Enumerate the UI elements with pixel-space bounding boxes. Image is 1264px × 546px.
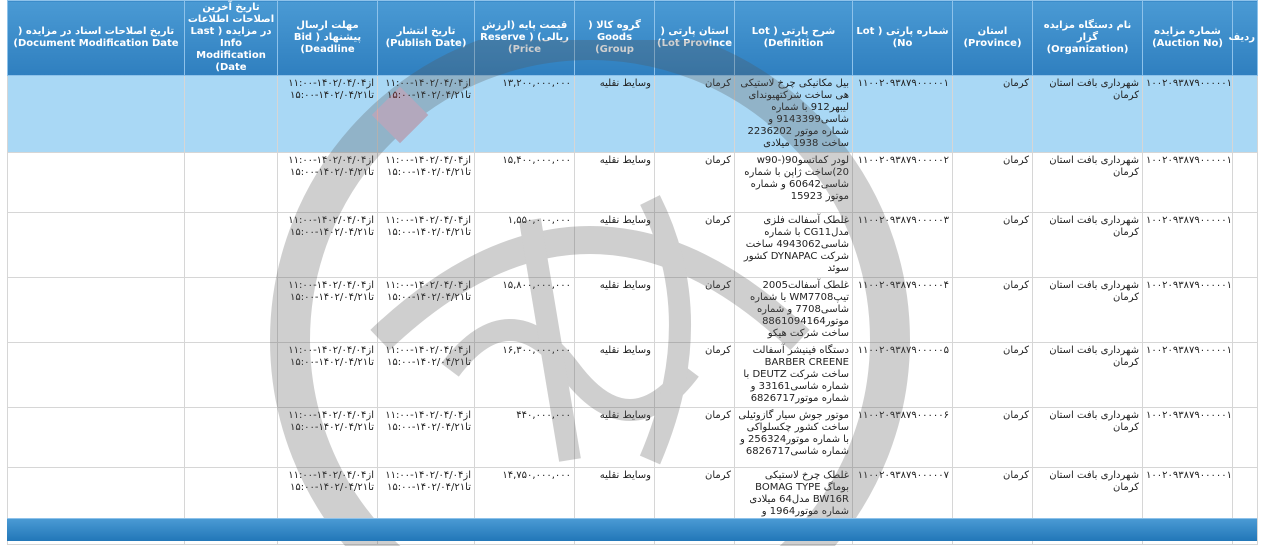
province-cell: کرمان xyxy=(953,343,1033,408)
table-header-row xyxy=(8,1,1258,76)
last-info-mod-cell xyxy=(185,408,278,468)
bid-deadline-cell-to: تا۱۴۰۲/۰۴/۲۱-۱۵:۰۰ xyxy=(289,292,374,303)
last-info-mod-cell xyxy=(185,76,278,153)
bid-deadline-cell-to: تا۱۴۰۲/۰۴/۲۱-۱۵:۰۰ xyxy=(289,357,374,368)
publish-date-cell-to: تا۱۴۰۲/۰۴/۲۱-۱۵:۰۰ xyxy=(386,482,471,493)
province-cell: کرمان xyxy=(953,278,1033,343)
reserve-price-cell: ۱۵,۴۰۰,۰۰۰,۰۰۰ xyxy=(475,153,575,213)
lot-no-cell: ۱۱۰۰۲۰۹۳۸۷۹۰۰۰۰۰۲ xyxy=(853,153,953,213)
organization-cell: شهرداری بافت استان کرمان xyxy=(1033,343,1143,408)
bid-deadline-cell-to: تا۱۴۰۲/۰۴/۲۱-۱۵:۰۰ xyxy=(289,422,374,433)
publish-date-cell xyxy=(378,408,475,468)
last-info-mod-cell xyxy=(185,278,278,343)
lot-no-cell: ۱۱۰۰۲۰۹۳۸۷۹۰۰۰۰۰۵ xyxy=(853,343,953,408)
doc-mod-cell xyxy=(8,153,185,213)
province-cell: کرمان xyxy=(953,76,1033,153)
header-radif[interactable]: ردیف xyxy=(1233,1,1258,76)
province-cell: کرمان xyxy=(953,468,1033,545)
lot-definition-cell: موتور جوش سیار گازوئیلی ساخت کشور چکسلواکی با شماره موتور256324 و شماره شاسی6826717 xyxy=(735,408,853,468)
table-row[interactable] xyxy=(8,343,1258,408)
lot-province-cell: کرمان xyxy=(655,343,735,408)
publish-date-cell xyxy=(378,343,475,408)
doc-mod-cell xyxy=(8,76,185,153)
lot-province-cell: کرمان xyxy=(655,153,735,213)
organization-cell: شهرداری بافت استان کرمان xyxy=(1033,213,1143,278)
header-auction-no[interactable]: شماره مزایده (Auction No) xyxy=(1143,1,1233,76)
radif-cell xyxy=(1233,278,1258,343)
publish-date-cell-from: از۱۴۰۲/۰۴/۰۴-۱۱:۰۰ xyxy=(385,215,471,226)
lot-province-cell: کرمان xyxy=(655,408,735,468)
publish-date-cell-to: تا۱۴۰۲/۰۴/۲۱-۱۵:۰۰ xyxy=(386,292,471,303)
province-cell: کرمان xyxy=(953,153,1033,213)
lot-province-cell: کرمان xyxy=(655,213,735,278)
lot-definition-cell: لودر کماتسو90(w90-20)ساخت ژاپن با شماره شاسی60642 و شماره موتور 15923 xyxy=(735,153,853,213)
lot-definition-cell: غلطک آسفالت2005 تیپWM7708 با شماره شاسی7708 و شماره موتور8861094164 ساخت شرکت هیکو xyxy=(735,278,853,343)
lot-province-cell: کرمان xyxy=(655,278,735,343)
bid-deadline-cell-from: از۱۴۰۲/۰۴/۰۴-۱۱:۰۰ xyxy=(288,155,374,166)
goods-group-cell: وسایط نقلیه xyxy=(575,278,655,343)
radif-cell xyxy=(1233,153,1258,213)
table-row[interactable] xyxy=(8,213,1258,278)
table-row[interactable] xyxy=(8,153,1258,213)
organization-cell: شهرداری بافت استان کرمان xyxy=(1033,153,1143,213)
organization-cell: شهرداری بافت استان کرمان xyxy=(1033,76,1143,153)
publish-date-cell-from: از۱۴۰۲/۰۴/۰۴-۱۱:۰۰ xyxy=(385,470,471,481)
lot-definition-cell: غلطک آسفالت فلزی مدلCG11 با شماره شاسی4943062 ساخت شرکت DYNAPAC کشور سوئد xyxy=(735,213,853,278)
lot-no-cell: ۱۱۰۰۲۰۹۳۸۷۹۰۰۰۰۰۴ xyxy=(853,278,953,343)
goods-group-cell: وسایط نقلیه xyxy=(575,408,655,468)
goods-group-cell: وسایط نقلیه xyxy=(575,468,655,545)
header-last-info-modification[interactable]: تاریخ آخرین اصلاحات اطلاعات در مزایده ( Last Info Modification Date) xyxy=(185,1,278,76)
reserve-price-cell: ۴۴۰,۰۰۰,۰۰۰ xyxy=(475,408,575,468)
auction-no-cell: ۱۰۰۲۰۹۳۸۷۹۰۰۰۰۰۱ xyxy=(1143,408,1233,468)
goods-group-cell: وسایط نقلیه xyxy=(575,213,655,278)
bid-deadline-cell-from: از۱۴۰۲/۰۴/۰۴-۱۱:۰۰ xyxy=(288,215,374,226)
bid-deadline-cell xyxy=(278,343,378,408)
lot-definition-cell: غلطک چرخ لاستیکی بوماگ BOMAG TYPE BW16R مدل64 میلادی شماره موتور1964 و xyxy=(735,468,853,545)
reserve-price-cell: ۱۳,۲۰۰,۰۰۰,۰۰۰ xyxy=(475,76,575,153)
publish-date-cell xyxy=(378,153,475,213)
header-lot-definition[interactable]: شرح پارتی ( Lot Definition) xyxy=(735,1,853,76)
goods-group-cell: وسایط نقلیه xyxy=(575,343,655,408)
auction-no-cell: ۱۰۰۲۰۹۳۸۷۹۰۰۰۰۰۱ xyxy=(1143,76,1233,153)
organization-cell: شهرداری بافت استان کرمان xyxy=(1033,408,1143,468)
bid-deadline-cell xyxy=(278,408,378,468)
organization-cell: شهرداری بافت استان کرمان xyxy=(1033,278,1143,343)
publish-date-cell-to: تا۱۴۰۲/۰۴/۲۱-۱۵:۰۰ xyxy=(386,422,471,433)
publish-date-cell-from: از۱۴۰۲/۰۴/۰۴-۱۱:۰۰ xyxy=(385,155,471,166)
last-info-mod-cell xyxy=(185,213,278,278)
bid-deadline-cell xyxy=(278,278,378,343)
province-cell: کرمان xyxy=(953,408,1033,468)
doc-mod-cell xyxy=(8,343,185,408)
publish-date-cell-from: از۱۴۰۲/۰۴/۰۴-۱۱:۰۰ xyxy=(385,410,471,421)
publish-date-cell xyxy=(378,278,475,343)
radif-cell xyxy=(1233,343,1258,408)
goods-group-cell: وسایط نقلیه xyxy=(575,153,655,213)
header-bid-deadline[interactable]: مهلت ارسال پیشنهاد ( Bid Deadline) xyxy=(278,1,378,76)
auction-no-cell: ۱۰۰۲۰۹۳۸۷۹۰۰۰۰۰۱ xyxy=(1143,153,1233,213)
bid-deadline-cell-from: از۱۴۰۲/۰۴/۰۴-۱۱:۰۰ xyxy=(288,410,374,421)
lot-no-cell: ۱۱۰۰۲۰۹۳۸۷۹۰۰۰۰۰۱ xyxy=(853,76,953,153)
doc-mod-cell xyxy=(8,213,185,278)
bid-deadline-cell-to: تا۱۴۰۲/۰۴/۲۱-۱۵:۰۰ xyxy=(289,90,374,101)
bid-deadline-cell xyxy=(278,213,378,278)
header-province[interactable]: استان (Province) xyxy=(953,1,1033,76)
table-row[interactable] xyxy=(8,278,1258,343)
header-reserve-price[interactable]: قیمت پایه (ارزش ریالی) ( Reserve Price) xyxy=(475,1,575,76)
header-publish-date[interactable]: تاریخ انتشار (Publish Date) xyxy=(378,1,475,76)
header-lot-no[interactable]: شماره پارتی ( Lot No) xyxy=(853,1,953,76)
last-info-mod-cell xyxy=(185,153,278,213)
table-row[interactable] xyxy=(8,408,1258,468)
province-cell: کرمان xyxy=(953,213,1033,278)
lot-no-cell: ۱۱۰۰۲۰۹۳۸۷۹۰۰۰۰۰۳ xyxy=(853,213,953,278)
bid-deadline-cell-from: از۱۴۰۲/۰۴/۰۴-۱۱:۰۰ xyxy=(288,345,374,356)
radif-cell xyxy=(1233,213,1258,278)
bid-deadline-cell-from: از۱۴۰۲/۰۴/۰۴-۱۱:۰۰ xyxy=(288,280,374,291)
reserve-price-cell: ۱۵,۸۰۰,۰۰۰,۰۰۰ xyxy=(475,278,575,343)
publish-date-cell-to: تا۱۴۰۲/۰۴/۲۱-۱۵:۰۰ xyxy=(386,227,471,238)
lot-no-cell: ۱۱۰۰۲۰۹۳۸۷۹۰۰۰۰۰۷ xyxy=(853,468,953,545)
radif-cell xyxy=(1233,76,1258,153)
radif-cell xyxy=(1233,408,1258,468)
publish-date-cell xyxy=(378,76,475,153)
publish-date-cell-to: تا۱۴۰۲/۰۴/۲۱-۱۵:۰۰ xyxy=(386,167,471,178)
auction-no-cell: ۱۰۰۲۰۹۳۸۷۹۰۰۰۰۰۱ xyxy=(1143,213,1233,278)
bid-deadline-cell-to: تا۱۴۰۲/۰۴/۲۱-۱۵:۰۰ xyxy=(289,482,374,493)
publish-date-cell xyxy=(378,213,475,278)
bid-deadline-cell xyxy=(278,153,378,213)
header-goods-group[interactable]: گروه کالا ( Goods Group) xyxy=(575,1,655,76)
auction-no-cell: ۱۰۰۲۰۹۳۸۷۹۰۰۰۰۰۱ xyxy=(1143,278,1233,343)
reserve-price-cell: ۱۴,۷۵۰,۰۰۰,۰۰۰ xyxy=(475,468,575,545)
lot-definition-cell: بیل مکانیکی چرخ لاستیکی هی ساخت شرکتهیوندای لیبهر912 با شماره شاسی9143399 و شماره موتور 2236202 ساخت 1938 میلادی xyxy=(735,76,853,153)
bid-deadline-cell-from: از۱۴۰۲/۰۴/۰۴-۱۱:۰۰ xyxy=(288,470,374,481)
header-lot-province[interactable]: استان پارتی ( Lot Province) xyxy=(655,1,735,76)
table-row[interactable] xyxy=(8,76,1258,153)
publish-date-cell-from: از۱۴۰۲/۰۴/۰۴-۱۱:۰۰ xyxy=(385,78,471,89)
lot-definition-cell: دستگاه فینیشر آسفالت BARBER CREENE ساخت شرکت DEUTZ با شماره شاسی33161 و شماره موتور6826717 xyxy=(735,343,853,408)
auction-table xyxy=(7,0,1258,545)
doc-mod-cell xyxy=(8,408,185,468)
header-organization[interactable]: نام دستگاه مزایده گزار (Organization) xyxy=(1033,1,1143,76)
bid-deadline-cell-to: تا۱۴۰۲/۰۴/۲۱-۱۵:۰۰ xyxy=(289,227,374,238)
table-footer-bar xyxy=(7,518,1257,541)
lot-province-cell: کرمان xyxy=(655,468,735,545)
reserve-price-cell: ۱۶,۳۰۰,۰۰۰,۰۰۰ xyxy=(475,343,575,408)
publish-date-cell-from: از۱۴۰۲/۰۴/۰۴-۱۱:۰۰ xyxy=(385,280,471,291)
auction-no-cell: ۱۰۰۲۰۹۳۸۷۹۰۰۰۰۰۱ xyxy=(1143,343,1233,408)
lot-no-cell: ۱۱۰۰۲۰۹۳۸۷۹۰۰۰۰۰۶ xyxy=(853,408,953,468)
publish-date-cell-to: تا۱۴۰۲/۰۴/۲۱-۱۵:۰۰ xyxy=(386,357,471,368)
reserve-price-cell: ۱,۵۵۰,۰۰۰,۰۰۰ xyxy=(475,213,575,278)
doc-mod-cell xyxy=(8,278,185,343)
organization-cell: شهرداری بافت استان کرمان xyxy=(1033,468,1143,545)
bid-deadline-cell xyxy=(278,76,378,153)
bid-deadline-cell-from: از۱۴۰۲/۰۴/۰۴-۱۱:۰۰ xyxy=(288,78,374,89)
goods-group-cell: وسایط نقلیه xyxy=(575,76,655,153)
bid-deadline-cell-to: تا۱۴۰۲/۰۴/۲۱-۱۵:۰۰ xyxy=(289,167,374,178)
header-document-modification[interactable]: تاریخ اصلاحات اسناد در مزایده ( Document Modification Date) xyxy=(8,1,185,76)
publish-date-cell-from: از۱۴۰۲/۰۴/۰۴-۱۱:۰۰ xyxy=(385,345,471,356)
publish-date-cell-to: تا۱۴۰۲/۰۴/۲۱-۱۵:۰۰ xyxy=(386,90,471,101)
lot-province-cell: کرمان xyxy=(655,76,735,153)
last-info-mod-cell xyxy=(185,343,278,408)
auction-no-cell: ۱۰۰۲۰۹۳۸۷۹۰۰۰۰۰۱ xyxy=(1143,468,1233,545)
